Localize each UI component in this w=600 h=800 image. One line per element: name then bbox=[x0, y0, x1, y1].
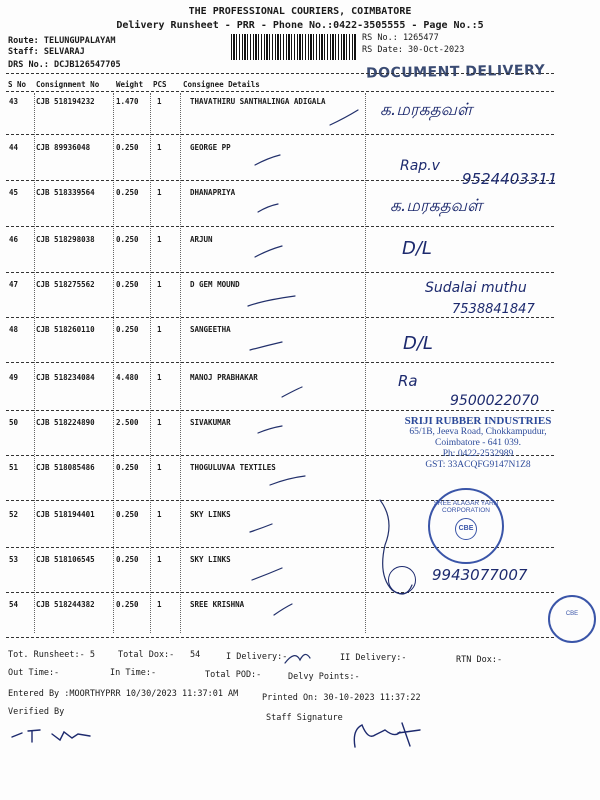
row-pcs: 1 bbox=[157, 188, 162, 197]
runsheet-subtitle: Delivery Runsheet - PRR - Phone No.:0422-3505555 - Page No.:5 bbox=[116, 20, 484, 31]
row-consignment: CJB 518224890 bbox=[36, 418, 95, 427]
row-sno: 43 bbox=[9, 97, 19, 106]
drs-label: DRS No.: DCJB126547705 bbox=[8, 60, 121, 70]
row-pcs: 1 bbox=[157, 280, 162, 289]
handwritten-receiver: Sudalai muthu bbox=[425, 280, 527, 296]
row-pcs: 1 bbox=[157, 463, 162, 472]
handwritten-phone: 9943077007 bbox=[432, 566, 528, 584]
col-consignee: Consignee Details bbox=[183, 80, 260, 89]
handwritten-receiver: Rap.v bbox=[400, 158, 440, 174]
row-weight: 0.250 bbox=[116, 600, 139, 609]
ii-delivery: II Delivery:- bbox=[340, 653, 407, 663]
row-consignment: CJB 518244382 bbox=[36, 600, 95, 609]
row-pcs: 1 bbox=[157, 418, 162, 427]
staff-signature-label: Staff Signature bbox=[266, 713, 343, 723]
stamp-address-1: 65/1B, Jeeva Road, Chokkampudur, bbox=[409, 427, 547, 437]
row-consignment: CJB 518339564 bbox=[36, 188, 95, 197]
row-pcs: 1 bbox=[157, 510, 162, 519]
rtn-dox: RTN Dox:- bbox=[456, 655, 503, 665]
row-weight: 4.480 bbox=[116, 373, 139, 382]
row-consignment: CJB 518234084 bbox=[36, 373, 95, 382]
stamp-company-name: SRIJI RUBBER INDUSTRIES bbox=[404, 415, 552, 427]
row-consignee: SANGEETHA bbox=[190, 325, 231, 334]
row-weight: 0.250 bbox=[116, 188, 139, 197]
handwritten-phone: 7538841847 bbox=[452, 302, 535, 317]
i-delivery: I Delivery:- bbox=[226, 652, 288, 662]
staff-label: Staff: SELVARAJ bbox=[8, 47, 85, 57]
round-seal-small-text: CBE bbox=[565, 611, 579, 617]
tot-runsheet: Tot. Runsheet:- 5 bbox=[8, 650, 95, 660]
row-pcs: 1 bbox=[157, 235, 162, 244]
handwritten-dl: D/L bbox=[403, 333, 433, 354]
row-consignment: CJB 518085486 bbox=[36, 463, 95, 472]
row-consignee: SREE KRISHNA bbox=[190, 600, 245, 609]
company-title: THE PROFESSIONAL COURIERS, COIMBATORE bbox=[188, 6, 412, 17]
row-weight: 0.250 bbox=[116, 555, 139, 564]
row-pcs: 1 bbox=[157, 143, 162, 152]
row-pcs: 1 bbox=[157, 555, 162, 564]
entered-by: Entered By :MOORTHYPRR 10/30/2023 11:37:01 AM bbox=[8, 689, 239, 699]
handwritten-receiver: Ra bbox=[398, 372, 418, 390]
row-consignee: DHANAPRIYA bbox=[190, 188, 236, 197]
row-weight: 2.500 bbox=[116, 418, 139, 427]
row-pcs: 1 bbox=[157, 97, 162, 106]
handwritten-receiver: க.மரகதவள் bbox=[380, 100, 473, 120]
total-pod: Total POD:- bbox=[205, 670, 262, 680]
verified-by: Verified By bbox=[8, 707, 65, 717]
row-consignment: CJB 518275562 bbox=[36, 280, 95, 289]
col-consignment: Consignment No bbox=[36, 80, 100, 89]
stamp-gst: GST: 33ACQFG9147N1Z8 bbox=[425, 460, 531, 470]
round-seal-center: CBE bbox=[455, 518, 477, 540]
row-consignment: CJB 518260110 bbox=[36, 325, 95, 334]
row-sno: 54 bbox=[9, 600, 19, 609]
row-consignee: ARJUN bbox=[190, 235, 213, 244]
round-seal-text: SREE ALAGAR YARN CORPORATION bbox=[433, 500, 499, 514]
delvy-points: Delvy Points:- bbox=[288, 672, 360, 682]
row-weight: 0.250 bbox=[116, 235, 139, 244]
handwritten-phone: 9500022070 bbox=[450, 393, 540, 409]
row-consignment: CJB 518106545 bbox=[36, 555, 95, 564]
handwritten-phone: 9524403311 bbox=[462, 170, 558, 188]
row-sno: 52 bbox=[9, 510, 19, 519]
row-consignment: CJB 89936048 bbox=[36, 143, 91, 152]
row-pcs: 1 bbox=[157, 325, 162, 334]
row-weight: 0.250 bbox=[116, 510, 139, 519]
row-consignee: D GEM MOUND bbox=[190, 280, 240, 289]
row-consignee: THOGULUVAA TEXTILES bbox=[190, 463, 276, 472]
row-weight: 0.250 bbox=[116, 280, 139, 289]
rs-number: RS No.: 1265477 bbox=[362, 33, 439, 43]
row-pcs: 1 bbox=[157, 600, 162, 609]
col-pcs: PCS bbox=[153, 80, 167, 89]
route-label: Route: TELUNGUPALAYAM bbox=[8, 36, 116, 46]
row-consignee: MANOJ PRABHAKAR bbox=[190, 373, 258, 382]
rs-date: RS Date: 30-Oct-2023 bbox=[362, 45, 465, 55]
row-sno: 48 bbox=[9, 325, 19, 334]
out-time: Out Time:- bbox=[8, 668, 60, 678]
row-sno: 46 bbox=[9, 235, 19, 244]
row-sno: 49 bbox=[9, 373, 19, 382]
stamp-phone: Ph: 0422-2532989 bbox=[442, 449, 514, 459]
row-sno: 47 bbox=[9, 280, 19, 289]
row-consignee: SKY LINKS bbox=[190, 510, 231, 519]
row-sno: 45 bbox=[9, 188, 19, 197]
row-pcs: 1 bbox=[157, 373, 162, 382]
row-consignee: GEORGE PP bbox=[190, 143, 231, 152]
row-consignee: THAVATHIRU SANTHALINGA ADIGALA bbox=[190, 97, 326, 106]
handwritten-dl: D/L bbox=[402, 238, 432, 259]
row-sno: 53 bbox=[9, 555, 19, 564]
row-consignment: CJB 518194232 bbox=[36, 97, 95, 106]
row-consignment: CJB 518194401 bbox=[36, 510, 95, 519]
row-sno: 44 bbox=[9, 143, 19, 152]
row-weight: 1.470 bbox=[116, 97, 139, 106]
row-consignee: SIVAKUMAR bbox=[190, 418, 231, 427]
row-weight: 0.250 bbox=[116, 463, 139, 472]
col-weight: Weight bbox=[116, 80, 144, 89]
total-dox-value: 54 bbox=[190, 650, 201, 660]
handwritten-receiver: க.மரகதவள் bbox=[390, 196, 483, 216]
document-delivery-stamp: DOCUMENT DELIVERY bbox=[365, 62, 546, 82]
row-sno: 51 bbox=[9, 463, 19, 472]
row-consignment: CJB 518298038 bbox=[36, 235, 95, 244]
printed-on: Printed On: 30-10-2023 11:37:22 bbox=[262, 693, 421, 703]
stamp-address-2: Coimbatore - 641 039. bbox=[434, 438, 521, 448]
row-sno: 50 bbox=[9, 418, 19, 427]
col-sno: S No bbox=[8, 80, 27, 89]
total-dox-label: Total Dox:- bbox=[118, 650, 175, 660]
row-consignee: SKY LINKS bbox=[190, 555, 231, 564]
in-time: In Time:- bbox=[110, 668, 157, 678]
row-weight: 0.250 bbox=[116, 143, 139, 152]
row-weight: 0.250 bbox=[116, 325, 139, 334]
